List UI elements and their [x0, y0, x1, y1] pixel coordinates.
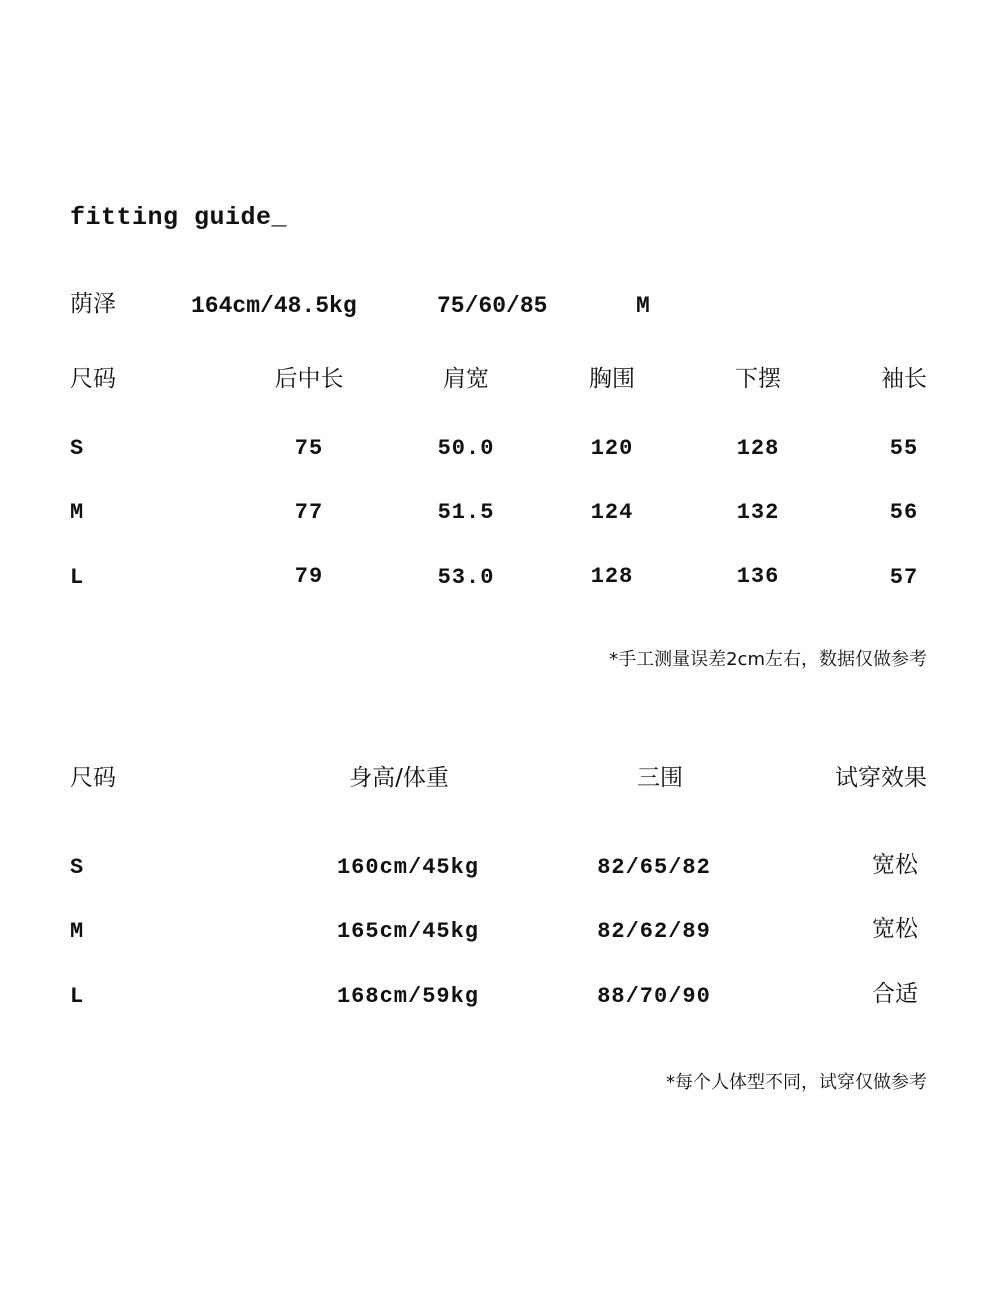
height-weight-cell: 165cm/45kg [336, 919, 480, 944]
sleeve-length-cell: 55 [889, 436, 919, 461]
fit-table-header-cell: 三围 [637, 765, 683, 791]
size-table-header-cell: 袖长 [881, 366, 927, 392]
chest-cell: 128 [590, 564, 634, 589]
hem-cell: 132 [736, 500, 780, 525]
hem-cell: 136 [736, 564, 780, 589]
size-cell: S [70, 436, 85, 461]
height-weight-cell: 168cm/59kg [336, 984, 480, 1009]
hem-cell: 128 [736, 436, 780, 461]
fit-table-header-cell: 尺码 [70, 765, 116, 791]
back-length-cell: 77 [294, 500, 324, 525]
size-table-note: *手工测量误差2cm左右，数据仅做参考 [609, 649, 927, 670]
shoulder-width-cell: 53.0 [437, 565, 495, 590]
model-height-weight: 164cm/48.5kg [191, 293, 357, 319]
size-cell: L [70, 565, 85, 590]
fit-result-cell: 宽松 [872, 916, 918, 942]
fit-table-header-cell: 身高/体重 [349, 765, 449, 791]
sleeve-length-cell: 56 [889, 500, 919, 525]
back-length-cell: 79 [294, 564, 324, 589]
fit-result-cell: 合适 [872, 981, 918, 1007]
size-cell: S [70, 855, 85, 880]
size-table-header-cell: 下摆 [735, 366, 781, 392]
model-measurements: 75/60/85 [437, 293, 548, 319]
size-cell: L [70, 984, 85, 1009]
measurements-cell: 82/65/82 [597, 855, 711, 880]
chest-cell: 120 [590, 436, 634, 461]
model-name: 荫泽 [70, 291, 116, 317]
fit-table-note: *每个人体型不同，试穿仅做参考 [666, 1072, 927, 1093]
measurements-cell: 82/62/89 [597, 919, 711, 944]
shoulder-width-cell: 51.5 [437, 500, 495, 525]
chest-cell: 124 [590, 500, 634, 525]
size-cell: M [70, 500, 85, 525]
shoulder-width-cell: 50.0 [437, 436, 495, 461]
size-table-header-cell: 肩宽 [443, 366, 489, 392]
measurements-cell: 88/70/90 [597, 984, 711, 1009]
sleeve-length-cell: 57 [889, 565, 919, 590]
page-title: fitting guide_ [70, 203, 288, 232]
back-length-cell: 75 [294, 436, 324, 461]
fit-table-header-cell: 试穿效果 [835, 765, 927, 791]
height-weight-cell: 160cm/45kg [336, 855, 480, 880]
size-cell: M [70, 919, 85, 944]
model-size: M [636, 293, 650, 319]
size-table-header-cell: 尺码 [70, 366, 116, 392]
size-table-header-cell: 后中长 [274, 366, 344, 392]
size-table-header-cell: 胸围 [589, 366, 635, 392]
fit-result-cell: 宽松 [872, 852, 918, 878]
